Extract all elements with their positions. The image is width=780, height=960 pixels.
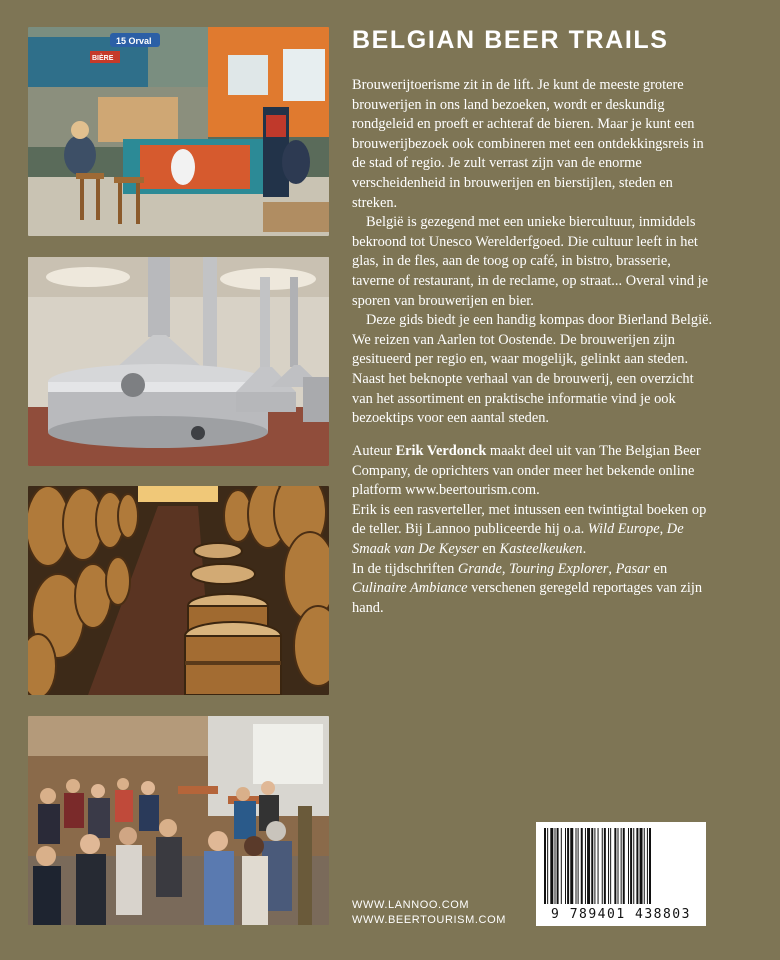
separator: ,: [659, 521, 667, 538]
barcode-bar: [561, 828, 562, 904]
author-magazines: [352, 560, 714, 619]
barcode-bar: [581, 828, 583, 904]
author-name: Erik Verdonck: [395, 443, 487, 459]
blurb-text: [352, 76, 714, 429]
magazine-title: Grande: [457, 560, 502, 577]
barcode-bar: [591, 828, 593, 904]
barcode-bar: [649, 828, 651, 904]
barcode-bar: [544, 828, 546, 904]
book-title: Wild Europe: [587, 521, 660, 538]
book-title: Kasteelkeuken: [499, 540, 583, 557]
barcode-bar: [557, 828, 559, 904]
barcode-bar: [602, 828, 603, 904]
barcode-bar: [623, 828, 625, 904]
magazines-end: verschenen geregeld reportages van zijn hand.: [352, 580, 703, 616]
magazine-title: Pasar: [615, 560, 650, 577]
book-title: De Smaak van De Keyser: [352, 521, 684, 557]
barcode-bar: [621, 828, 622, 904]
barcode-bar: [604, 828, 606, 904]
author-prefix: Auteur: [352, 443, 396, 459]
brewhouse-kettles-photo: [28, 257, 329, 466]
orval-sign: 15 Orval: [116, 36, 152, 46]
separator: ,: [501, 560, 510, 577]
barcode-bar: [585, 828, 586, 904]
barcode-bar: [555, 828, 556, 904]
magazine-title: Touring Explorer: [509, 560, 609, 577]
separator: en: [649, 560, 668, 577]
barcode-bar: [565, 828, 566, 904]
barcode-bar: [610, 828, 611, 904]
barcode-bar: [633, 828, 634, 904]
barcode-bars: [542, 828, 700, 904]
separator: en: [478, 540, 500, 557]
barcode-bar: [636, 828, 638, 904]
author-books: [352, 501, 714, 560]
barcode-bar: [628, 828, 629, 904]
beertourism-url[interactable]: WWW.BEERTOURISM.COM: [352, 914, 506, 926]
separator: ,: [608, 560, 616, 577]
separator: .: [582, 540, 587, 557]
author-company-text: maakt deel uit van The Belgian Beer Company, de oprichters van onder meer het bekende online platform www.beertourism.com.: [352, 443, 701, 499]
barcode-bar: [594, 828, 595, 904]
biere-sign: BIÈRE: [92, 55, 114, 62]
brewery-visitors-photo: [28, 716, 329, 925]
isbn-barcode: [536, 822, 706, 926]
barcode-bar: [644, 828, 645, 904]
magazines-intro: In de tijdschriften: [352, 560, 458, 577]
barcode-bar: [618, 828, 619, 904]
barcode-bar: [598, 828, 599, 904]
magazine-title: Culinaire Ambiance: [352, 580, 468, 597]
cafe-interior-photo: [28, 27, 329, 236]
barcode-bar: [640, 828, 643, 904]
blurb-paragraph-3: Deze gids biedt je een handig kompas door Bierland België. We reizen van Aarlen tot Oostende. De brouwerijen zijn gesitueerd per regio en, waar mogelijk, gelinkt aan steden. Naast het beknopte verhaal van de brouwerij, een overzicht van het assortiment en praktische informatie vind je ook bezoektips voor een aantal steden.: [352, 312, 713, 427]
cover-title: BELGIAN BEER TRAILS: [352, 26, 669, 54]
barcode-bar: [630, 828, 632, 904]
author-bio: [352, 442, 714, 618]
blurb-paragraph-2: België is gezegend met een unieke biercultuur, inmiddels bekroond tot Unesco Werelderfgoed. Die cultuur leeft in het glas, in de fles, aan de toog op café, in bistro, brasserie, taverne of restaurant, in de reclame, op straat... Overal vind je sporen van brouwerijen en bier.: [352, 214, 709, 309]
barcode-bar: [578, 828, 579, 904]
barcode-bar: [550, 828, 553, 904]
barcode-bar: [576, 828, 577, 904]
blurb-paragraph-1: Brouwerijtoerisme zit in de lift. Je kunt de meeste grotere brouwerijen in ons land bezoeken, wordt er deskundig rondgeleid en proeft er achteraf de bieren. Maar je kunt een brouwerijbezoek ook combineren met een ontdekkingsreis in de stad of regio. Je zult verrast zijn van de enorme verscheidenheid in brouwerijen en bierstijlen, steden en streken.: [352, 77, 704, 211]
isbn-number: 9 789401 438803: [551, 907, 691, 922]
author-intro: [352, 442, 714, 501]
barcode-bar: [587, 828, 590, 904]
barcode-bar: [647, 828, 648, 904]
barcode-bar: [547, 828, 548, 904]
barcode-bar: [608, 828, 609, 904]
barcode-bar: [570, 828, 573, 904]
publisher-urls: [352, 898, 506, 928]
author-books-intro: Erik is een rasverteller, met intussen een twintigtal boeken op de teller. Bij Lannoo publiceerde hij o.a.: [352, 501, 707, 538]
barrel-cellar-photo: [28, 486, 329, 695]
lannoo-url[interactable]: WWW.LANNOO.COM: [352, 899, 470, 911]
barcode-bar: [567, 828, 569, 904]
barcode-bar: [614, 828, 616, 904]
